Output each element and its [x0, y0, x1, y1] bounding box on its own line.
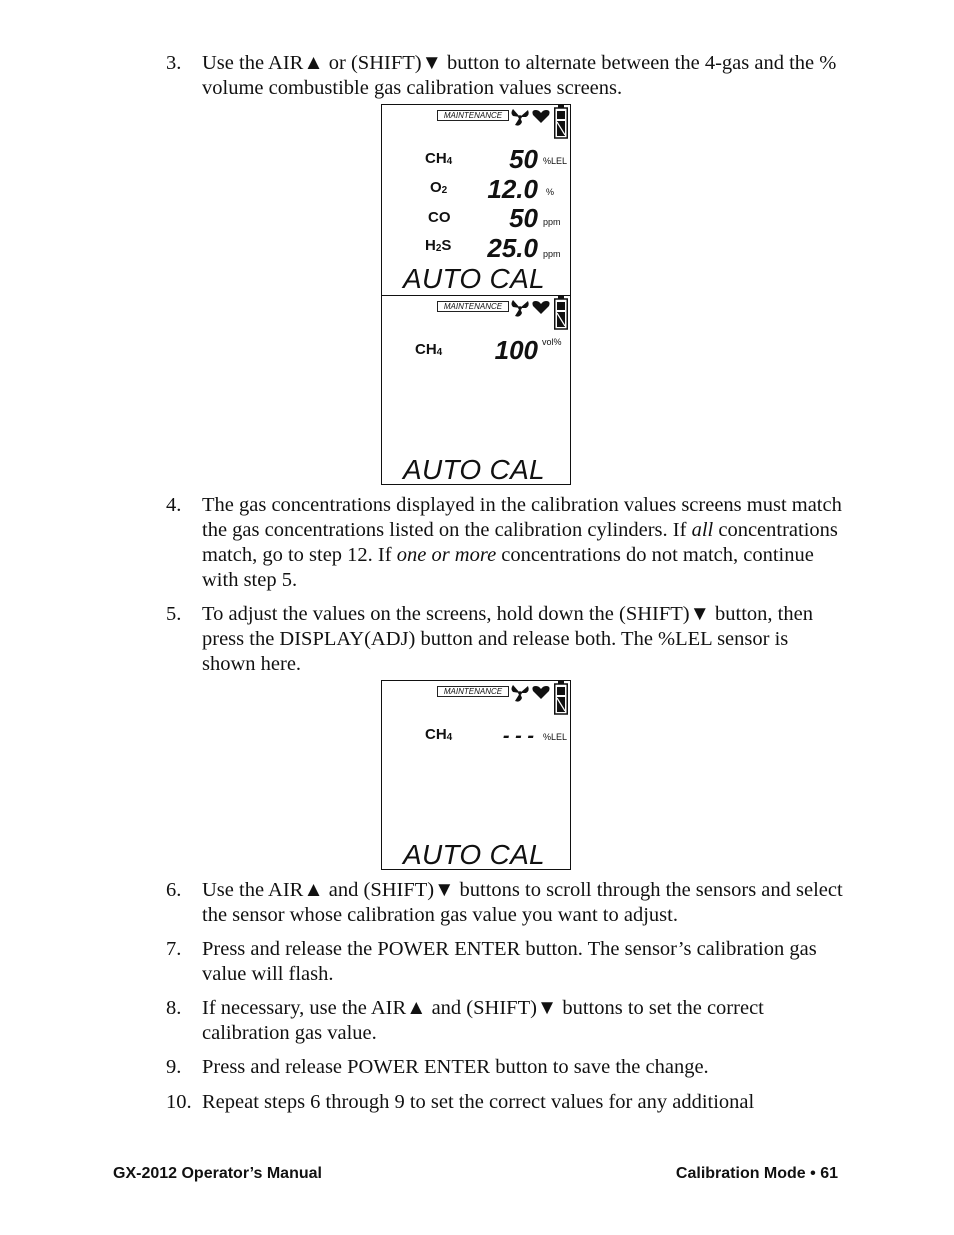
step-text: Repeat steps 6 through 9 to set the correct values for any additional: [202, 1091, 755, 1113]
step-text: Press and release the POWER ENTER button. The sensor’s calibration gas value will flash.: [202, 938, 817, 985]
step-10: [166, 1090, 846, 1115]
step-number: 9.: [166, 1056, 182, 1078]
heart-icon: [532, 300, 550, 315]
unit-ppm: ppm: [543, 217, 561, 227]
value-co: 50: [509, 203, 538, 233]
step-number: 10.: [166, 1091, 192, 1113]
footer-page-info: Calibration Mode • 61: [675, 1165, 838, 1182]
maintenance-label: MAINTENANCE: [437, 301, 509, 312]
step-text: If necessary, use the AIR▲ and (SHIFT)▼ buttons to set the correct calibration gas value.: [202, 997, 764, 1044]
auto-cal-label: AUTO CAL: [403, 263, 545, 294]
gas-label-ch4: $CH_4$: [425, 726, 453, 743]
step-number: 3.: [166, 52, 182, 74]
battery-icon: [554, 105, 568, 139]
value-o2: 12.0: [487, 174, 538, 204]
step-text: Use the AIR▲ and (SHIFT)▼ buttons to scroll through the sensors and select the sensor whose calibration gas value you want to adjust.: [202, 879, 843, 926]
step-6: [166, 878, 846, 928]
lcd-screen-adjust: [381, 680, 571, 870]
unit-lel: %LEL: [543, 156, 568, 166]
step-number: 6.: [166, 879, 182, 901]
step-8: [166, 996, 846, 1046]
step-number: 5.: [166, 603, 182, 625]
gas-label-co: CO: [428, 209, 451, 226]
gas-label-ch4: $CH_4$: [425, 150, 453, 167]
unit-percent: %: [546, 187, 555, 197]
unit-lel: %LEL: [543, 732, 568, 742]
step-text: Use the AIR▲ or (SHIFT)▼ button to alternate between the 4-gas and the % volume combustible gas calibration values screens.: [202, 52, 837, 99]
value-ch4-vol: 100: [494, 335, 538, 365]
auto-cal-label: AUTO CAL: [403, 839, 545, 870]
step-4: [166, 493, 846, 593]
fan-icon: [509, 683, 531, 703]
step-number: 7.: [166, 938, 182, 960]
gas-label-h2s: $H_2S$: [425, 237, 452, 254]
step-3: [166, 51, 846, 101]
heart-icon: [532, 109, 550, 124]
value-h2s: 25.0: [487, 233, 538, 263]
battery-icon: [554, 681, 568, 715]
gas-label-o2: $O_2$: [430, 179, 448, 196]
unit-ppm: ppm: [543, 249, 561, 259]
fan-icon: [509, 298, 531, 318]
footer-manual-title: GX-2012 Operator’s Manual: [113, 1165, 322, 1182]
step-7: [166, 937, 846, 987]
gas-label-ch4: $CH_4$: [415, 341, 443, 358]
lcd-screen-vol: [381, 295, 571, 485]
fan-icon: [509, 107, 531, 127]
lcd-screen-4gas: [381, 104, 571, 296]
step-text: The gas concentrations displayed in the calibration values screens must match the gas concentrations listed on the calibration cylinders. If all concentrations match, go to step 12. If one or more concentrations do not match, continue with step 5.: [202, 494, 842, 591]
heart-icon: [532, 685, 550, 700]
step-number: 4.: [166, 494, 182, 516]
step-5: [166, 602, 846, 677]
step-number: 8.: [166, 997, 182, 1019]
value-dashes: - - -: [502, 725, 534, 747]
value-ch4: 50: [509, 144, 538, 174]
step-text: Press and release POWER ENTER button to save the change.: [202, 1056, 709, 1078]
battery-icon: [554, 296, 568, 330]
step-text: To adjust the values on the screens, hold down the (SHIFT)▼ button, then press the DISPLAY(ADJ) button and release both. The %LEL sensor is shown here.: [202, 603, 813, 675]
step-9: [166, 1055, 846, 1080]
unit-vol: vol%: [542, 337, 562, 347]
maintenance-label: MAINTENANCE: [437, 686, 509, 697]
auto-cal-label: AUTO CAL: [403, 454, 545, 485]
maintenance-label: MAINTENANCE: [437, 110, 509, 121]
